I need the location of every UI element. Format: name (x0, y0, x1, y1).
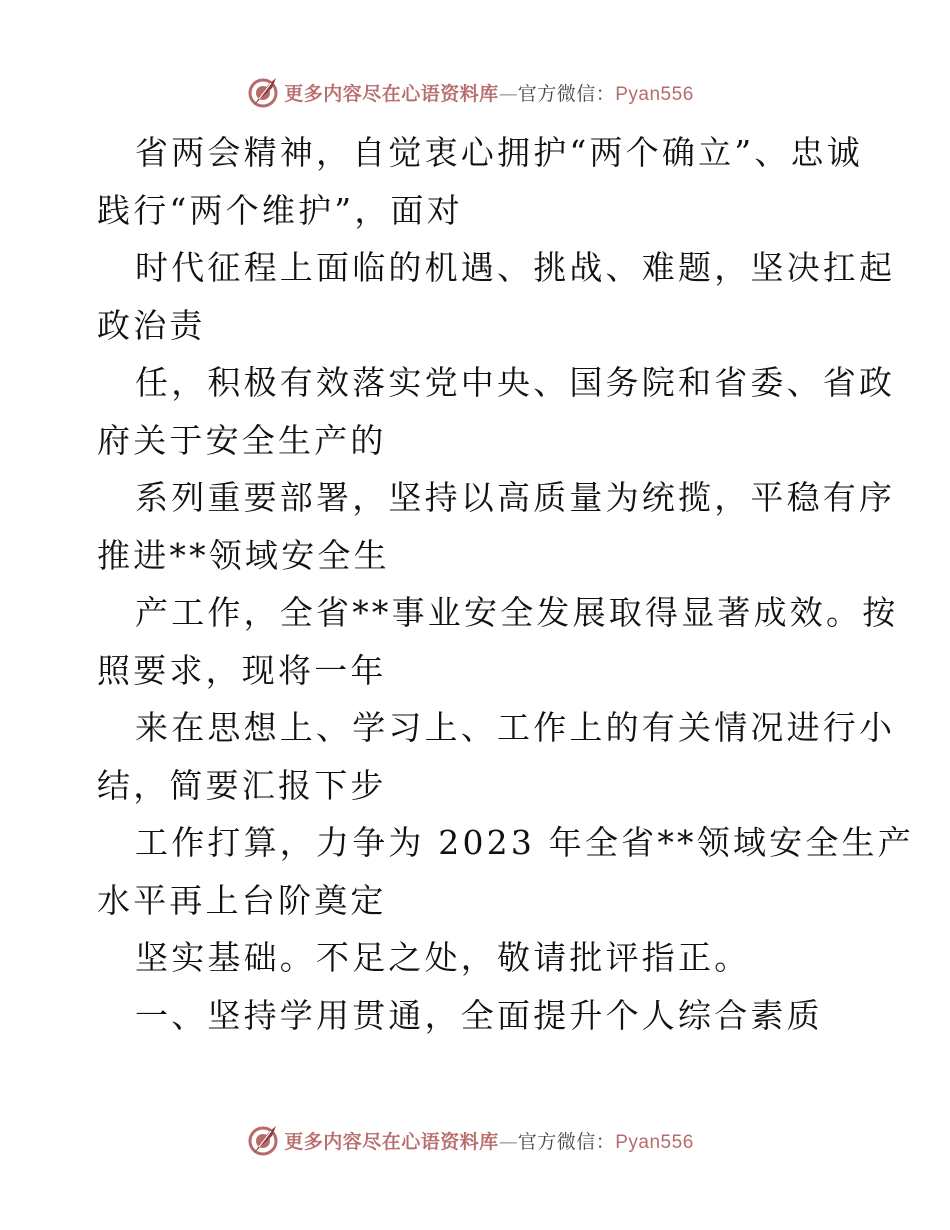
text-line: 时代征程上面临的机遇、挑战、难题，坚决扛起 (135, 248, 896, 287)
banner-content (246, 1123, 694, 1157)
banner-suffix-text: 官方微信： (517, 82, 616, 105)
text-line: 政治责 (97, 305, 206, 345)
banner-text (284, 1127, 694, 1154)
text-line: 系列重要部署，坚持以高质量为统揽，平稳有序 (135, 478, 896, 517)
banner-wechat-id: Pyan556 (615, 1131, 694, 1153)
text-line: 来在思想上、学习上、工作上的有关情况进行小 (135, 708, 896, 747)
banner-wechat-id: Pyan556 (615, 83, 694, 105)
banner-separator: — (498, 82, 518, 105)
footer-banner (0, 1120, 950, 1160)
text-line: 照要求，现将一年 (97, 650, 387, 690)
text-line: 践行“两个维护”，面对 (97, 190, 463, 230)
quill-seal-logo-icon (246, 75, 280, 109)
banner-suffix-text: 官方微信： (517, 1130, 616, 1153)
text-line: 省两会精神，自觉衷心拥护“两个确立”、忠诚 (135, 133, 863, 172)
banner-content (246, 75, 694, 109)
text-line: 结，简要汇报下步 (97, 765, 387, 805)
text-line: 推进**领域安全生 (97, 535, 390, 575)
banner-text (284, 79, 694, 106)
quill-seal-logo-icon (246, 1123, 280, 1157)
banner-main-text: 更多内容尽在心语资料库 (284, 1130, 499, 1153)
text-line: 产工作，全省**事业安全发展取得显著成效。按 (135, 593, 899, 632)
banner-main-text: 更多内容尽在心语资料库 (284, 82, 499, 105)
text-line: 工作打算，力争为 2023 年全省**领域安全生产 (135, 823, 914, 862)
banner-separator: — (498, 1130, 518, 1153)
header-banner (0, 72, 950, 112)
text-line: 坚实基础。不足之处，敬请批评指正。 (135, 938, 751, 977)
document-body (97, 124, 914, 1044)
text-line: 水平再上台阶奠定 (97, 880, 387, 920)
section-heading: 一、坚持学用贯通，全面提升个人综合素质 (135, 995, 823, 1035)
text-line: 任，积极有效落实党中央、国务院和省委、省政 (135, 363, 896, 402)
text-line: 府关于安全生产的 (97, 420, 387, 460)
